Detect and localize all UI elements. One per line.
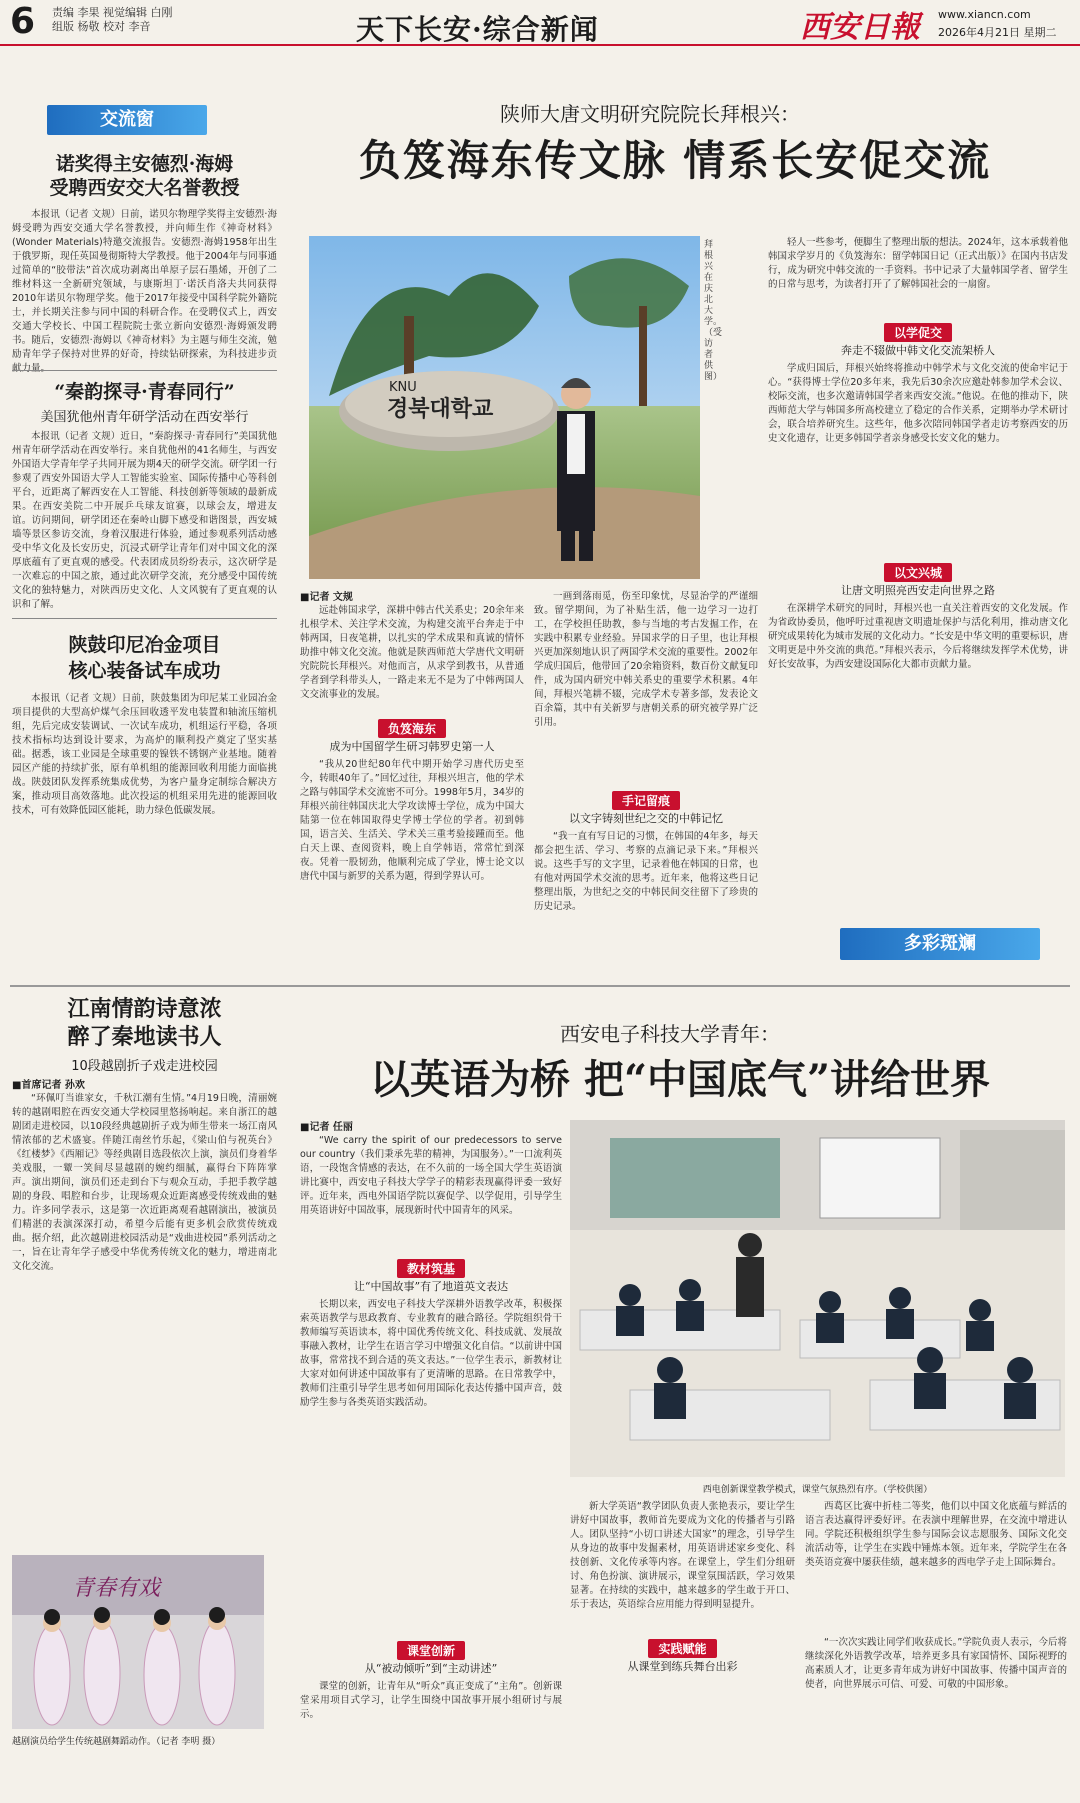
feature1-tag4-wrap (768, 562, 1068, 582)
feature2-col3 (805, 1500, 1067, 1630)
feature2-col3b (805, 1636, 1067, 1796)
feature2-kicker: 西安电子科技大学青年： (560, 1022, 780, 1046)
photo3-svg (12, 1555, 264, 1729)
feature1-col2-text: 一画到落雨觅，伤至印象忧，尽显治学的严谨细致。留学期间，为了补贴生活，他一边学习一边打工，在学校担任助教，参与当地的考古发掘工作，在实践中积累专业经验。异国求学的日子里，也让拜根兴更加深刻地认识了两国学术交流的重要性。2002年学成归国后，他带回了20余箱资料，数百份文献复印件，成为国内研究中韩关系史的重要学术积累。4年间，拜根兴笔耕不辍，完成学术专著多部，发表论文百余篇，其中有关新罗与唐朝关系的研究被学界广泛引用。 (534, 591, 758, 728)
feature1-col3-text: 轻人一些参考，便脚生了整理出版的想法。2024年，这本承载着他韩国求学岁月的《负笈海东：留学韩国日记（正式出版）》在国内书店发行，成为研究中韩交流的一手资料。书中记录了大量韩国学者、留学生的日常与思考，为读者打开了了解韩国社会的一扇窗。 (768, 237, 1068, 290)
photo1-svg (309, 236, 700, 579)
feature1-col3b (768, 362, 1068, 558)
feature1-sub3: 奔走不辍做中韩文化交流架桥人 (841, 344, 995, 357)
feature2-headline: 以英语为桥 把“中国底气”讲给世界 (370, 1056, 990, 1103)
feature1-sub2: 以文字铸刻世纪之交的中韩记忆 (569, 812, 723, 825)
photo3-caption: 越剧演员给学生传统越剧舞蹈动作。（记者 李明 摄） (12, 1737, 221, 1747)
feature1-col3 (768, 236, 1068, 318)
feature2-col3b-text: “一次次实践让同学们收获成长。”学院负责人表示，今后将继续深化外语教学改革，培养更多具有家国情怀、国际视野的高素质人才，让更多青年成为讲好中国故事、传播中国声音的使者，向世界展示可信、可爱、可敬的中国形象。 (805, 1637, 1067, 1690)
story4-headline-line1: 江南情韵诗意浓 (67, 996, 222, 1022)
story2-subhead: 美国犹他州青年研学活动在西安举行 (40, 410, 249, 425)
story3-headline-line1: 陕鼓印尼冶金项目 (68, 634, 221, 656)
story2-headline: “秦韵探寻·青春同行” (54, 381, 235, 403)
feature2-sub1: 让“中国故事”有了地道英文表达 (353, 1280, 509, 1293)
feature1-col1b (300, 758, 524, 976)
photo-yue-opera-performance (12, 1555, 264, 1729)
story4-body (12, 1092, 277, 1548)
photo2-svg (570, 1120, 1065, 1477)
divider (12, 618, 277, 619)
story2-text: 本报讯（记者 文规）近日，“秦韵探寻·青春同行”美国犹他州青年研学活动在西安举行。来自犹他州的41名师生，与西安外国语大学青年学子共同开展为期4天的研学交流。研学团一行参观了西安外国语大学人工智能实验室、国际传播中心等科创平台，近距离了解西安在人工智能、科技创新等领域的最新成果。在西安美院二中开展乒乓球友谊赛，以球会友，增进友谊。访问期间，研学团还在秦岭山脚下感受和谐图景，西安城墙等景区参访交流，身着汉服进行体验，通过参观系列活动感受中华文化及长安历史，沉浸式研学让青年们对中国文化的深厚底蕴有了更直观的感受。代表团成员纷纷表示，这次研学是一次难忘的中国之旅，通过此次研学交流，充分感受中国传统文化的独特魅力，对陕西历史文化、人文风貌有了更直观的认识和了解。 (12, 431, 277, 610)
photo1-caption: 拜根兴在庆北大学。（受访者供图） (704, 240, 723, 382)
feature2-col3-text: 西葛区比赛中折桂二等奖，他们以中国文化底蕴与鲜活的语言表达赢得评委好评。在表演中理解世界，在交流中增进认同。学院还积极组织学生参与国际会议志愿服务、国际文化交流活动等，让学生在实践中锤炼本领。近年来，学院学生在各类英语竞赛中屡获佳绩，越来越多的西电学子走上国际舞台。 (805, 1501, 1067, 1568)
column-banner-exchange: 交流窗 (47, 105, 207, 135)
staff-line-2: 组版 杨敬 校对 李音 (52, 20, 151, 33)
feature2-col1c (300, 1680, 562, 1792)
section-divider (10, 985, 1070, 987)
feature1-byline: ■记者 文规 (300, 592, 353, 603)
website[interactable]: www.xiancn.com (938, 8, 1031, 21)
story2-body (12, 430, 277, 612)
divider (12, 370, 277, 371)
feature1-col1b-text: “我从20世纪80年代中期开始学习唐代历史至今，转眼40年了。”回忆过往，拜根兴坦言，他的学术之路与韩国学术交流密不可分。1998年5月，34岁的拜根兴前往韩国庆北大学攻读博士学位，成为中国大陆第一位在韩国取得史学博士学位的学者。初到韩国，语言关、生活关、学术关三重考验接踵而至。他白天上课、查阅资料，晚上自学韩语，常常忙到深夜。凭着一股韧劲，他顺利完成了学业，博士论文以唐代中国与新罗的关系为题，得到学界认可。 (300, 759, 524, 882)
story4-text: “环佩叮当谁家女，千秋江潮有生情。”4月19日晚，清丽婉转的越剧唱腔在西安交通大学校园里悠扬响起。来自浙江的越剧团走进校园，以10段经典越剧折子戏为师生带来一场江南风情浓郁的艺术盛宴。伴随江南丝竹乐起，《梁山伯与祝英台》《红楼梦》《西厢记》等经典剧目选段依次上演，演员们身着华美戏服，一颦一笑间尽显越剧的婉约细腻，赢得台下阵阵掌声。演出期间，演员们还走到台下与观众互动，手把手教学越剧的身段、唱腔和台步，让现场观众近距离感受传统戏曲的魅力。许多同学表示，这是第一次近距离观看越剧演出，被演员们精湛的表演深深打动，希望今后能有更多机会欣赏传统戏曲。据介绍，此次越剧进校园活动是“戏曲进校园”系列活动之一，旨在让青年学子感受中华优秀传统文化的魅力，增进南北文化交流。 (12, 1093, 277, 1272)
feature1-tag2: 手记留痕 (612, 791, 680, 810)
feature2-tag2: 课堂创新 (397, 1641, 465, 1660)
column-banner-colorful: 多彩斑斓 (840, 928, 1040, 960)
feature1-col1-text: 远赴韩国求学，深耕中韩古代关系史；20余年来扎根学术、关注学术交流，为构建交流平台奔走于中韩两国，日夜笔耕，以扎实的学术成果和真诚的情怀助推中韩文化交流。他就是陕西师范大学唐代文明研究院院长拜根兴。对他而言，从求学到教书，从普通学者到学科带头人，一路走来无不是为了中韩两国人文交流事业的发展。 (300, 605, 524, 700)
story1-text: 本报讯（记者 文规）日前，诺贝尔物理学奖得主安德烈·海姆受聘为西安交通大学名誉教授，并向师生作《神奇材料》(Wonder Materials)特邀交流报告。安德烈·海姆1958年出生于俄罗斯，现任英国曼彻斯特大学教授。他于2004年与同事通过简单的“胶带法”首次成功剥离出单原子层石墨烯，开创了二维材料这一全新研究领域，与康斯坦丁·诺沃肖洛夫共同获得2010年诺贝尔物理学奖。他于2017年接受中国科学院外籍院士，并长期关注参与同中国的科研合作。在受聘仪式上，西安交通大学校长、中国工程院院士张立新向安德烈·海姆颁发聘书。随后，安德烈·海姆以《神奇材料》为主题与师生交流，勉励青年学子保持对世界的好奇，持续钻研探索，为科技进步贡献力量。 (12, 209, 277, 374)
feature1-sub1: 成为中国留学生研习韩罗史第一人 (329, 740, 495, 753)
feature1-tag1: 负笈海东 (378, 719, 446, 738)
story3-body (12, 692, 277, 967)
sign-text: 경북대학교 (387, 397, 494, 422)
story1-headline-line1: 诺奖得主安德烈·海姆 (55, 153, 234, 175)
story4-headline (12, 995, 277, 1051)
feature2-col1c-text: 课堂的创新，让青年从“听众”真正变成了“主角”。创新课堂采用项目式学习，让学生围绕中国故事开展小组研讨与展示。 (300, 1681, 562, 1720)
feature1-tag3-wrap (768, 322, 1068, 342)
feature1-col1 (300, 604, 524, 716)
feature2-tag3: 实践赋能 (648, 1639, 716, 1658)
feature2-col1-text: “We carry the spirit of our predecessors to serve our country（我们秉承先辈的精神，为国服务）。”一口流利英语，一段饱含情感的表达，在不久前的一场全国大学生英语演讲比赛中，西安电子科技大学学子的精彩表现赢得评委一致好评。近年来，西电外国语学院以赛促学、以学促用，引导学生用英语讲好中国故事，展现新时代中国青年的风采。 (300, 1135, 562, 1216)
feature1-col3c (768, 602, 1068, 922)
feature1-col2 (534, 590, 758, 786)
staff-line-1: 责编 李果 视觉编辑 白刚 (52, 6, 173, 19)
newspaper-logo: 西安日報 (800, 10, 920, 45)
feature2-col1b (300, 1298, 562, 1634)
story4-headline-line2: 醉了秦地读书人 (67, 1024, 222, 1050)
page-number: 6 (10, 1, 36, 42)
feature1-tag2-wrap (534, 790, 758, 810)
photo2-caption: 西电创新课堂教学模式，课堂气氛热烈有序。（学校供图） (702, 1485, 933, 1495)
story1-headline-line2: 受聘西安交大名誉教授 (49, 177, 240, 199)
feature1-col2b-text: “我一直有写日记的习惯，在韩国的4年多，每天都会把生活、学习、考察的点滴记录下来。”拜根兴说。这些手写的文字里，记录着他在韩国的日常，也有他对两国学术交流的思考。近年来，他将这些日记整理出版，为世纪之交的中韩民间交往留下了珍贵的历史记录。 (534, 831, 758, 912)
feature1-tag4: 以文兴城 (884, 563, 952, 582)
feature1-col3c-text: 在深耕学术研究的同时，拜根兴也一直关注着西安的文化发展。作为省政协委员，他呼吁过重视唐文明遗址保护与活化利用，推动唐文化研究成果转化为城市发展的文化动力。“长安是中华文明的重要标识，唐文明更是中外交流的典范。”拜根兴表示，今后将继续发挥学术优势，讲好长安故事，为西安建设国际化大都市贡献力量。 (768, 603, 1068, 670)
feature2-sub3: 从课堂到练兵舞台出彩 (627, 1660, 738, 1673)
story4-byline: ■首席记者 孙欢 (12, 1080, 85, 1091)
feature1-col2b (534, 830, 758, 976)
feature2-sub2: 从“被动倾听”到“主动讲述” (364, 1662, 498, 1675)
feature2-tag1-wrap (300, 1258, 562, 1278)
sign-small: KNU (389, 380, 417, 395)
feature1-tag3: 以学促交 (884, 323, 952, 342)
stage-banner-text: 青春有戏 (72, 1576, 161, 1601)
photo-professor-at-university (309, 236, 700, 579)
staff-credits (52, 6, 173, 34)
feature1-col3b-text: 学成归国后，拜根兴始终将推动中韩学术与文化交流的使命牢记于心。“获得博士学位20多年来，我先后30余次应邀赴韩参加学术会议、校际交流，也多次邀请韩国学者来西安交流。”他说。在他的推动下，陕西师范大学与韩国多所高校建立了稳定的合作关系，定期举办学术研讨会，联合培养研究生。这些年，他多次陪同韩国学者走访考察西安的历史文化遗存，让更多韩国学者亲身感受长安文化的魅力。 (768, 363, 1068, 444)
feature2-tag3-wrap (570, 1638, 795, 1658)
section-title: 天下长安·综合新闻 (356, 13, 599, 46)
feature2-col1 (300, 1134, 562, 1254)
feature1-headline: 负笈海东传文脉 情系长安促交流 (358, 136, 992, 185)
story1-body (12, 208, 277, 374)
feature2-tag1: 教材筑基 (397, 1259, 465, 1278)
photo-classroom (570, 1120, 1065, 1477)
feature1-sub4: 让唐文明照亮西安走向世界之路 (841, 584, 995, 597)
feature2-tag2-wrap (300, 1640, 562, 1660)
feature2-col2-text: 新大学英语“教学团队负责人张艳表示，要让学生讲好中国故事，教师首先要成为文化的传播者与引路人。团队坚持“小切口讲述大国家”的理念，引导学生从身边的故事中发掘素材，用英语讲述家乡变化、科技创新、文化传承等内容。在课堂上，学生们分组研讨、角色扮演、演讲展示，课堂氛围活跃，学习效果显著。在持续的实践中，越来越多的学生敢于开口、乐于表达，英语综合应用能力得到明显提升。 (570, 1501, 795, 1610)
story3-headline (12, 632, 277, 684)
story4-subhead: 10段越剧折子戏走进校园 (71, 1059, 218, 1074)
feature1-tag1-wrap (300, 718, 524, 738)
feature2-col1b-text: 长期以来，西安电子科技大学深耕外语教学改革，积极探索英语教学与思政教育、专业教育的融合路径。学院组织骨干教师编写英语读本，将中国优秀传统文化、科技成就、发展故事融入教材，让学生在语言学习中增强文化自信。“以前讲中国故事，常常找不到合适的英文表达。”一位学生表示，新教材让大家对如何讲述中国故事有了更清晰的思路。在日常教学中，教师们注重引导学生思考如何用国际化表达传播中国声音，鼓励学生参与各类英语实践活动。 (300, 1299, 562, 1408)
story3-text: 本报讯（记者 文规）日前，陕鼓集团为印尼某工业园冶金项目提供的大型高炉煤气余压回收透平发电装置和轴流压缩机组，先后完成安装调试、一次试车成功，机组运行平稳，各项技术指标均达到设计要求，为高炉的顺利投产奠定了坚实基础。据悉，该工业园是全球重要的镍铁不锈钢产业基地。随着园区产能的持续扩张，原有单机组的能源回收利用能力面临挑战。陕鼓团队发挥系统集成优势，为客户量身定制综合解决方案，推动项目高效落地。此次投运的机组采用先进的能源回收技术，可有效降低园区能耗，助力绿色低碳发展。 (12, 693, 277, 816)
feature2-byline: ■记者 任丽 (300, 1122, 353, 1133)
story3-headline-line2: 核心装备试车成功 (68, 660, 221, 682)
feature1-kicker: 陕师大唐文明研究院院长拜根兴： (500, 102, 800, 126)
issue-date: 2026年4月21日 星期二 (938, 26, 1057, 39)
story1-headline (12, 152, 277, 200)
